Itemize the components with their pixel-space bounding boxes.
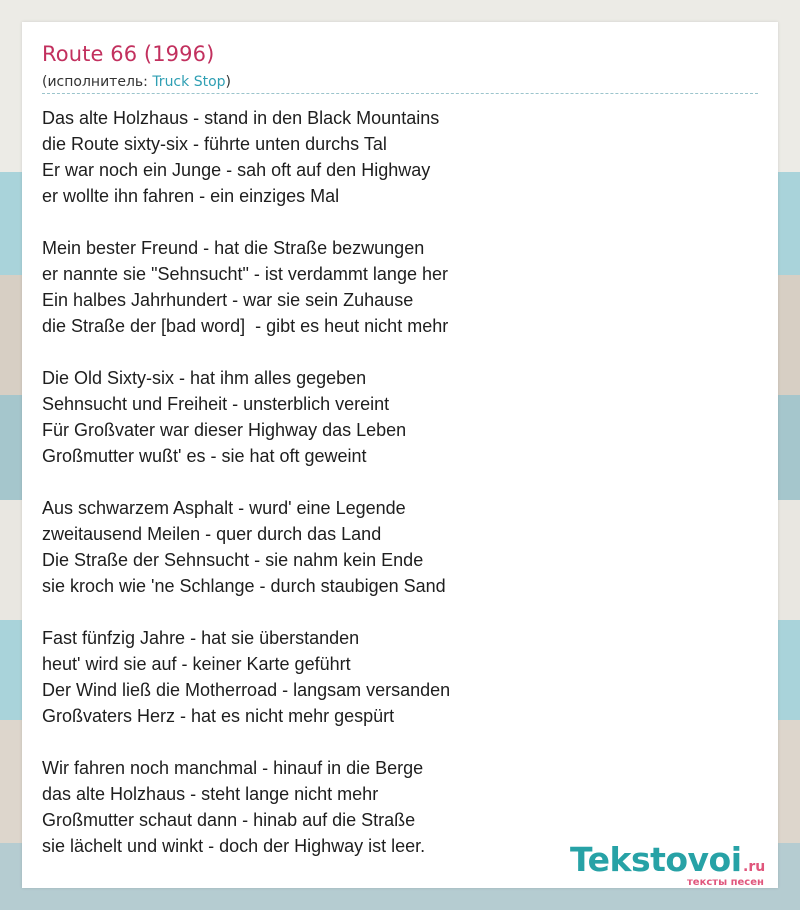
lyric-line: sie kroch wie 'ne Schlange - durch staubigen Sand — [42, 576, 446, 596]
lyric-line: Sehnsucht und Freiheit - unsterblich vereint — [42, 394, 390, 414]
lyric-line: Großmutter schaut dann - hinab auf die Straße — [42, 810, 416, 830]
lyric-line: Die Straße der Sehnsucht - sie nahm kein Ende — [42, 550, 424, 570]
lyric-line: Wir fahren noch manchmal - hinauf in die Berge — [42, 758, 424, 778]
lyric-line: Der Wind ließ die Motherroad - langsam versanden — [42, 680, 451, 700]
lyric-line: Mein bester Freund - hat die Straße bezwungen — [42, 238, 425, 258]
lyric-line: Fast fünfzig Jahre - hat sie überstanden — [42, 628, 360, 648]
lyric-line: sie lächelt und winkt - doch der Highway ist leer. — [42, 836, 426, 856]
lyric-line: er nannte sie "Sehnsucht" - ist verdammt lange her — [42, 264, 448, 284]
divider — [42, 93, 758, 94]
lyrics-stanza — [42, 625, 742, 729]
lyrics-stanza — [42, 495, 742, 599]
lyric-line: Er war noch ein Junge - sah oft auf den Highway — [42, 160, 431, 180]
lyrics-stanza — [42, 365, 742, 469]
lyric-line: zweitausend Meilen - quer durch das Land — [42, 524, 382, 544]
lyric-line: Die Old Sixty-six - hat ihm alles gegeben — [42, 368, 367, 388]
lyric-line: Großvaters Herz - hat es nicht mehr gespürt — [42, 706, 395, 726]
lyric-line: Das alte Holzhaus - stand in den Black Mountains — [42, 108, 440, 128]
lyric-line: er wollte ihn fahren - ein einziges Mal — [42, 186, 340, 206]
lyrics-stanza — [42, 235, 742, 339]
lyrics-card — [22, 22, 778, 888]
lyric-line: das alte Holzhaus - steht lange nicht mehr — [42, 784, 379, 804]
lyric-line: die Straße der [bad word] - gibt es heut nicht mehr — [42, 316, 449, 336]
logo-name: Tekstovoi — [570, 840, 742, 879]
logo-tagline: тексты песен — [687, 877, 764, 888]
lyrics-body — [42, 105, 742, 885]
lyric-line: Ein halbes Jahrhundert - war sie sein Zuhause — [42, 290, 414, 310]
lyrics-stanza — [42, 105, 742, 209]
lyric-line: Großmutter wußt' es - sie hat oft geweint — [42, 446, 367, 466]
artist-prefix: (исполнитель: — [42, 74, 153, 90]
site-logo[interactable] — [570, 840, 780, 890]
song-title: Route 66 (1996) — [42, 42, 215, 66]
artist-line — [42, 74, 231, 90]
artist-suffix: ) — [225, 74, 231, 90]
lyric-line: Für Großvater war dieser Highway das Leben — [42, 420, 407, 440]
logo-tld: .ru — [743, 859, 766, 875]
artist-link[interactable]: Truck Stop — [152, 74, 226, 90]
lyric-line: Aus schwarzem Asphalt - wurd' eine Legende — [42, 498, 406, 518]
lyric-line: heut' wird sie auf - keiner Karte geführt — [42, 654, 351, 674]
lyric-line: die Route sixty-six - führte unten durchs Tal — [42, 134, 387, 154]
